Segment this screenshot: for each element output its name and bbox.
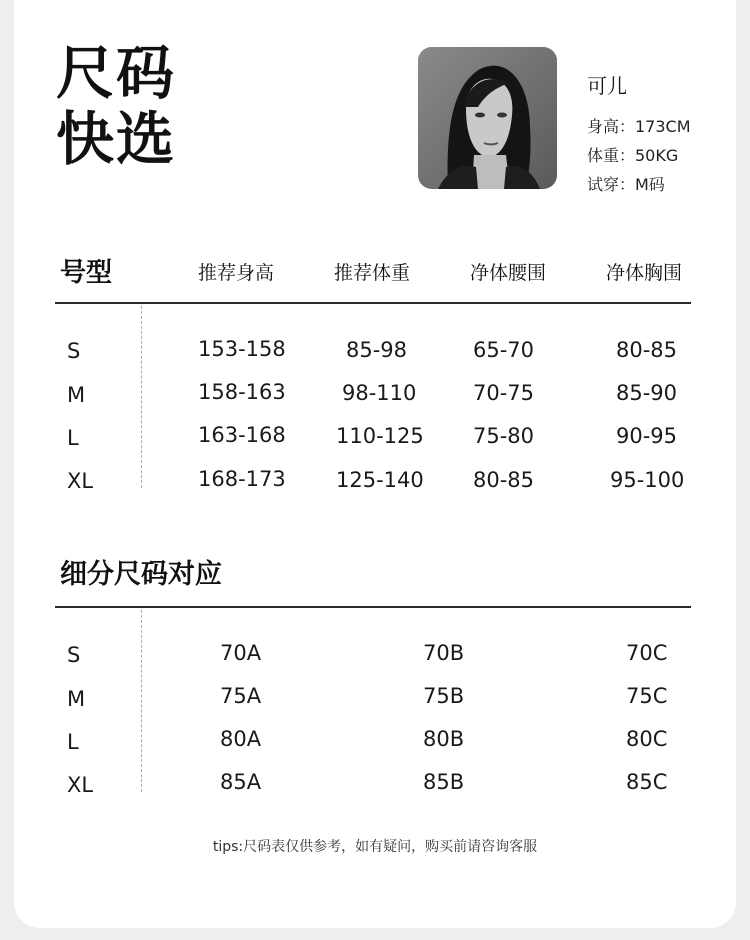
waist-range: 80-85 [473, 468, 535, 492]
height-range: 168-173 [198, 467, 286, 491]
weight-range: 85-98 [346, 338, 408, 362]
tips-note: tips:尺码表仅供参考，如有疑问，购买前请咨询客服 [212, 839, 538, 855]
size-label: XL [67, 773, 94, 797]
bust-range: 90-95 [616, 424, 678, 448]
section-title: 细分尺码对应 [60, 559, 222, 590]
weight-range: 125-140 [336, 468, 424, 492]
height-range: 163-168 [198, 423, 286, 447]
size-label: M [67, 383, 86, 407]
waist-range: 75-80 [473, 424, 535, 448]
size-label: L [67, 426, 79, 450]
height-range: 153-158 [198, 337, 286, 361]
bust-range: 80-85 [616, 338, 678, 362]
waist-range: 65-70 [473, 338, 535, 362]
model-size: 试穿：M码 [587, 175, 665, 194]
weight-range: 110-125 [336, 424, 424, 448]
size-label: XL [67, 469, 94, 493]
size-label: L [67, 730, 79, 754]
cup-b: 80B [423, 727, 465, 751]
header-waist: 净体腰围 [470, 262, 547, 284]
header-bust: 净体胸围 [606, 262, 683, 284]
model-name: 可儿 [587, 74, 627, 98]
header-size-type: 号型 [60, 258, 113, 288]
table-divider [55, 606, 691, 608]
model-height: 身高：173CM [587, 117, 691, 136]
cup-a: 70A [220, 641, 262, 665]
size-label: S [67, 643, 81, 667]
waist-range: 70-75 [473, 381, 535, 405]
size-label: S [67, 339, 81, 363]
cup-a: 85A [220, 770, 262, 794]
cup-b: 75B [423, 684, 465, 708]
cup-a: 75A [220, 684, 262, 708]
page-title [56, 40, 176, 172]
weight-range: 98-110 [342, 381, 417, 405]
cup-b: 85B [423, 770, 465, 794]
cup-c: 70C [626, 641, 668, 665]
cup-a: 80A [220, 727, 262, 751]
table-divider [55, 302, 691, 304]
model-portrait-image [418, 47, 557, 189]
bust-range: 85-90 [616, 381, 678, 405]
bust-range: 95-100 [610, 468, 685, 492]
cup-b: 70B [423, 641, 465, 665]
cup-c: 80C [626, 727, 668, 751]
model-weight: 体重：50KG [587, 146, 679, 165]
height-range: 158-163 [198, 380, 286, 404]
model-photo [418, 47, 557, 189]
cup-c: 85C [626, 770, 668, 794]
column-separator [141, 610, 142, 792]
header-weight: 推荐体重 [334, 262, 411, 284]
size-label: M [67, 687, 86, 711]
cup-c: 75C [626, 684, 668, 708]
title-line-1: 尺码 [56, 39, 177, 107]
column-separator [141, 306, 142, 488]
title-line-2: 快选 [56, 105, 177, 173]
header-height: 推荐身高 [198, 262, 275, 284]
